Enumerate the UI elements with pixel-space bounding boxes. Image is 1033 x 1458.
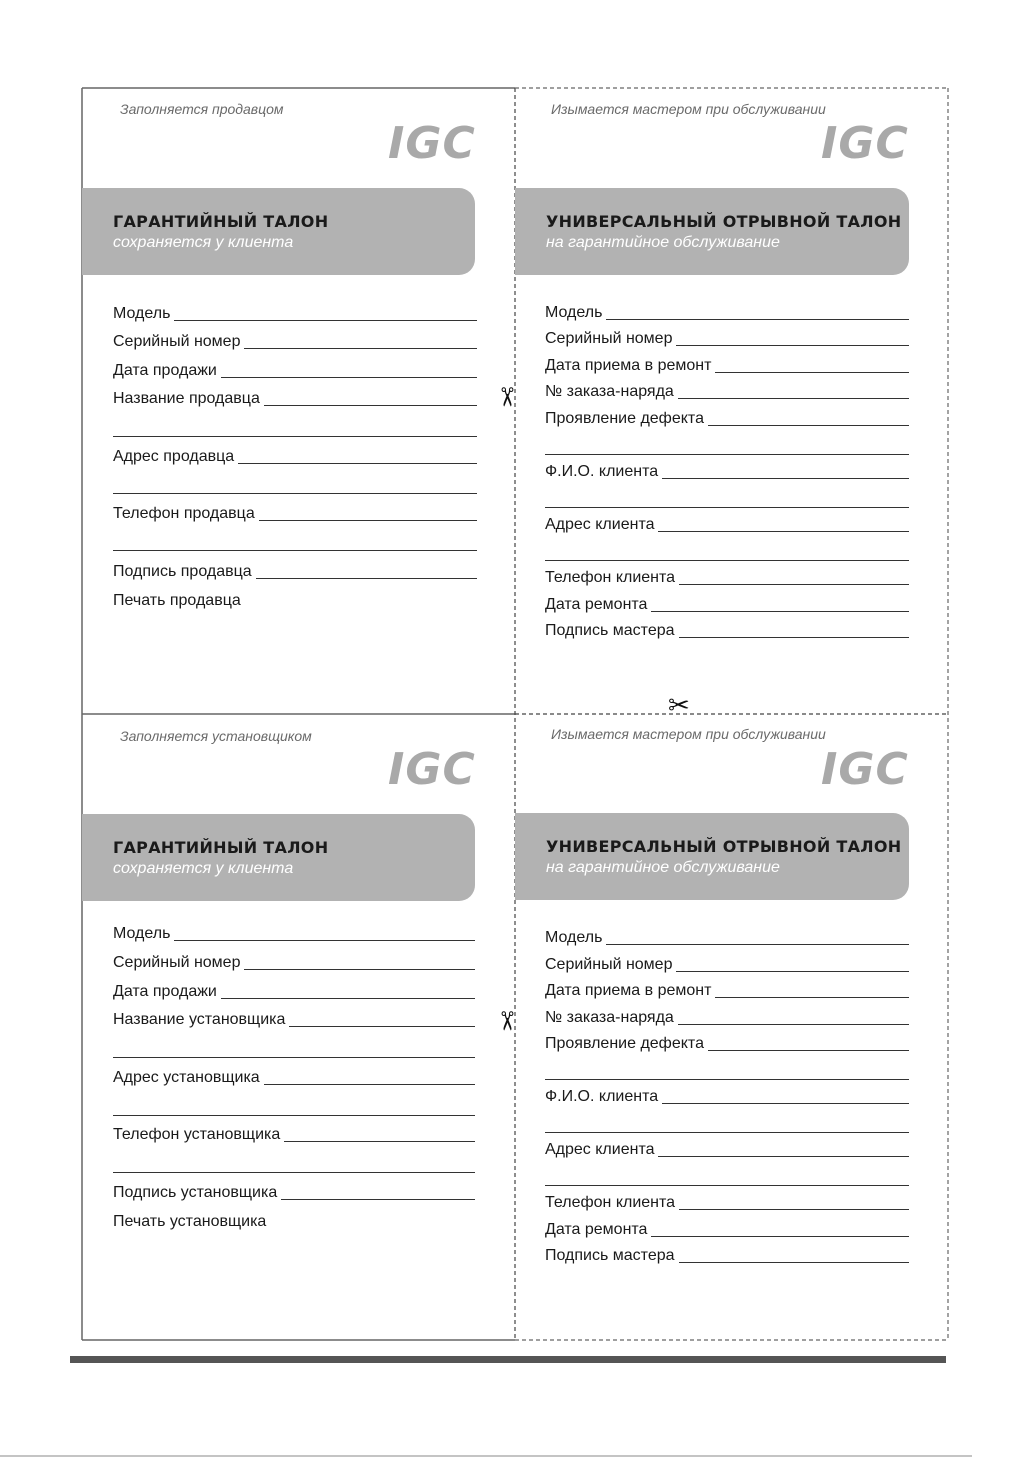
igc-logo: IGC [388, 744, 476, 795]
field-label: Телефон продавца [113, 505, 255, 522]
field-label: № заказа-наряда [545, 1009, 674, 1026]
igc-logo: IGC [821, 744, 909, 795]
form-field[interactable] [545, 927, 909, 947]
fill-in-line[interactable] [715, 996, 909, 998]
field-label: Серийный номер [545, 956, 673, 973]
fill-in-line[interactable] [221, 376, 477, 378]
card-subtitle: сохраняется у клиента [113, 234, 294, 251]
scissors-icon: ✂ [490, 386, 521, 408]
continuation-line[interactable] [113, 1096, 475, 1116]
continuation-line[interactable] [113, 417, 477, 437]
igc-logo: IGC [821, 118, 909, 169]
fill-in-line[interactable] [662, 477, 909, 479]
scissors-icon: ✂ [490, 1010, 521, 1032]
fill-in-line[interactable] [221, 997, 475, 999]
form-field[interactable] [113, 923, 475, 943]
form-field[interactable] [545, 355, 909, 375]
card-subtitle: на гарантийное обслуживание [546, 859, 780, 876]
fill-in-line[interactable] [708, 1049, 909, 1051]
field-label: Подпись мастера [545, 1247, 675, 1264]
fill-in-line[interactable] [679, 583, 909, 585]
form-field[interactable] [545, 980, 909, 1000]
field-label: Адрес установщика [113, 1069, 260, 1086]
fill-in-line[interactable] [545, 559, 909, 561]
fill-in-line[interactable] [545, 1131, 909, 1133]
fill-in-line[interactable] [113, 1114, 475, 1116]
card-subtitle: сохраняется у клиента [113, 860, 294, 877]
fill-in-line[interactable] [545, 1184, 909, 1186]
fill-in-line[interactable] [113, 492, 477, 494]
fill-in-line[interactable] [658, 1155, 909, 1157]
field-label: Подпись мастера [545, 622, 675, 639]
continuation-line[interactable] [545, 488, 909, 508]
form-field[interactable] [545, 594, 909, 614]
form-field[interactable] [545, 620, 909, 640]
card-note: Изымается мастером при обслуживании [551, 101, 826, 117]
card-banner [82, 814, 475, 901]
fill-in-line[interactable] [658, 530, 909, 532]
field-label: Телефон установщика [113, 1126, 281, 1143]
form-field[interactable] [545, 461, 909, 481]
form-field[interactable] [113, 1182, 475, 1202]
fill-in-line[interactable] [264, 1083, 475, 1085]
fill-in-line[interactable] [113, 1171, 475, 1173]
fill-in-line[interactable] [678, 397, 909, 399]
fill-in-line[interactable] [256, 577, 477, 579]
fill-in-line[interactable] [545, 1078, 909, 1080]
field-label: Дата приема в ремонт [545, 357, 712, 374]
fill-in-line[interactable] [679, 1208, 909, 1210]
form-field[interactable] [545, 381, 909, 401]
field-label: Модель [545, 304, 603, 321]
form-field[interactable] [545, 1007, 909, 1027]
form-field[interactable] [545, 1033, 909, 1053]
fill-in-line[interactable] [244, 968, 475, 970]
card-note: Изымается мастером при обслуживании [551, 726, 826, 742]
form-field[interactable] [113, 360, 477, 380]
fill-in-line[interactable] [174, 939, 475, 941]
field-label: Ф.И.О. клиента [545, 463, 659, 480]
continuation-line[interactable] [545, 1113, 909, 1133]
form-field[interactable] [545, 514, 909, 534]
field-label: Серийный номер [113, 333, 241, 350]
form-field[interactable] [113, 981, 475, 1001]
field-label: Дата ремонта [545, 1221, 648, 1238]
field-label: Дата приема в ремонт [545, 982, 712, 999]
fill-in-line[interactable] [676, 970, 909, 972]
form-field[interactable] [545, 408, 909, 428]
continuation-line[interactable] [545, 541, 909, 561]
fill-in-line[interactable] [264, 404, 477, 406]
fill-in-line[interactable] [113, 549, 477, 551]
field-label: Телефон клиента [545, 569, 676, 586]
fill-in-line[interactable] [662, 1102, 909, 1104]
form-field[interactable] [113, 561, 477, 581]
field-label: Ф.И.О. клиента [545, 1088, 659, 1105]
fill-in-line[interactable] [545, 506, 909, 508]
field-label: Серийный номер [113, 954, 241, 971]
fill-in-line[interactable] [289, 1025, 475, 1027]
field-label: Подпись установщика [113, 1184, 278, 1201]
fill-in-line[interactable] [708, 424, 909, 426]
card-note: Заполняется продавцом [120, 101, 284, 117]
card-title: ГАРАНТИЙНЫЙ ТАЛОН [113, 838, 329, 857]
fill-in-line[interactable] [281, 1198, 475, 1200]
continuation-line[interactable] [113, 474, 477, 494]
fill-in-line[interactable] [545, 453, 909, 455]
continuation-line[interactable] [113, 1153, 475, 1173]
fill-in-line[interactable] [284, 1140, 475, 1142]
field-label: Название продавца [113, 390, 260, 407]
field-label: Адрес клиента [545, 1141, 655, 1158]
field-label: Проявление дефекта [545, 1035, 704, 1052]
fill-in-line[interactable] [679, 1261, 909, 1263]
continuation-line[interactable] [113, 531, 477, 551]
card-title: УНИВЕРСАЛЬНЫЙ ОТРЫВНОЙ ТАЛОН [546, 212, 902, 231]
form-field[interactable] [545, 1086, 909, 1106]
form-field[interactable] [113, 388, 477, 408]
form-field[interactable] [545, 1192, 909, 1212]
field-label: Подпись продавца [113, 563, 252, 580]
form-field[interactable] [545, 567, 909, 587]
field-label: Название установщика [113, 1011, 286, 1028]
card-note: Заполняется установщиком [120, 728, 312, 744]
card-subtitle: на гарантийное обслуживание [546, 234, 780, 251]
continuation-line[interactable] [545, 435, 909, 455]
form-field[interactable] [545, 302, 909, 322]
field-label: Серийный номер [545, 330, 673, 347]
stamp-label: Печать продавца [113, 592, 241, 609]
form-field[interactable] [113, 303, 477, 323]
field-label: Модель [545, 929, 603, 946]
fill-in-line[interactable] [715, 371, 909, 373]
field-label: Телефон клиента [545, 1194, 676, 1211]
fill-in-line[interactable] [606, 943, 909, 945]
field-label: Дата ремонта [545, 596, 648, 613]
form-field[interactable] [113, 331, 477, 351]
form-field[interactable] [113, 1067, 475, 1087]
form-field[interactable] [113, 952, 475, 972]
card-title: УНИВЕРСАЛЬНЫЙ ОТРЫВНОЙ ТАЛОН [546, 837, 902, 856]
form-field[interactable] [113, 503, 477, 523]
fill-in-line[interactable] [113, 435, 477, 437]
igc-logo: IGC [388, 118, 476, 169]
field-label: Модель [113, 305, 171, 322]
field-label: Адрес клиента [545, 516, 655, 533]
card-banner [82, 188, 475, 275]
fill-in-line[interactable] [113, 1056, 475, 1058]
form-field[interactable] [545, 328, 909, 348]
continuation-line[interactable] [113, 1038, 475, 1058]
form-field[interactable] [113, 1124, 475, 1144]
card-title: ГАРАНТИЙНЫЙ ТАЛОН [113, 212, 329, 231]
field-label: Адрес продавца [113, 448, 235, 465]
form-field[interactable] [545, 1219, 909, 1239]
field-label: Дата продажи [113, 362, 217, 379]
form-field[interactable] [545, 1139, 909, 1159]
field-label: Проявление дефекта [545, 410, 704, 427]
continuation-line[interactable] [545, 1166, 909, 1186]
fill-in-line[interactable] [678, 1023, 909, 1025]
fill-in-line[interactable] [244, 347, 477, 349]
card-banner [515, 188, 909, 275]
fill-in-line[interactable] [174, 319, 477, 321]
form-field[interactable] [113, 1009, 475, 1029]
form-field[interactable] [545, 954, 909, 974]
field-label: Модель [113, 925, 171, 942]
field-label: № заказа-наряда [545, 383, 674, 400]
stamp-label: Печать установщика [113, 1213, 267, 1230]
form-field[interactable] [113, 446, 477, 466]
fill-in-line[interactable] [679, 636, 909, 638]
fill-in-line[interactable] [676, 344, 909, 346]
fill-in-line[interactable] [606, 318, 909, 320]
fill-in-line[interactable] [238, 462, 477, 464]
field-label: Дата продажи [113, 983, 217, 1000]
scissors-icon: ✂ [668, 691, 690, 721]
continuation-line[interactable] [545, 1060, 909, 1080]
form-field[interactable] [545, 1245, 909, 1265]
card-banner [515, 813, 909, 900]
fill-in-line[interactable] [259, 519, 477, 521]
fill-in-line[interactable] [651, 1235, 909, 1237]
fill-in-line[interactable] [651, 610, 909, 612]
